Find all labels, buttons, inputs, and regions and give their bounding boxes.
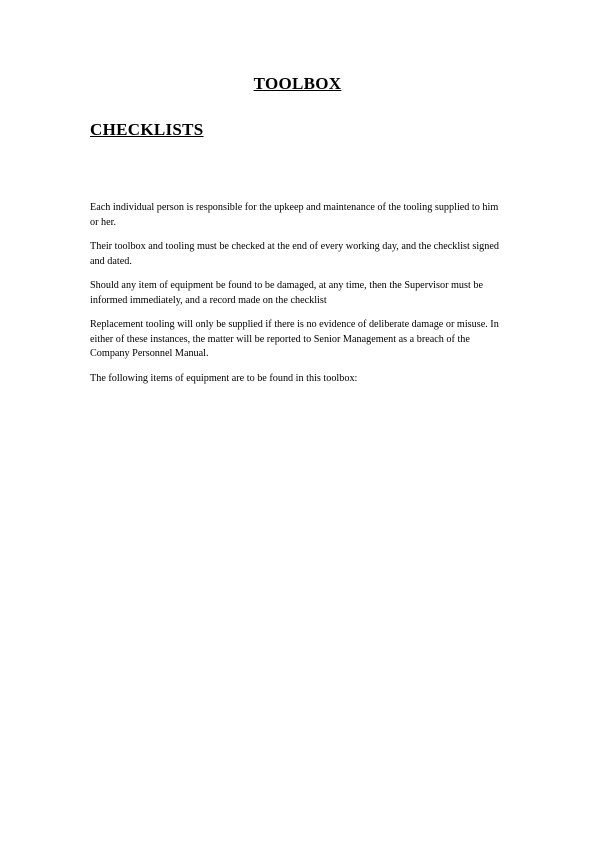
paragraph-daily-check: Their toolbox and tooling must be checked at the end of every working day, and the checklist signed and dated. — [90, 241, 499, 267]
paragraph-equipment-intro: The following items of equipment are to be found in this toolbox: — [90, 372, 358, 384]
paragraph-responsibility: Each individual person is responsible for the upkeep and maintenance of the tooling supplied to him or her. — [90, 202, 499, 228]
document-title: TOOLBOX — [253, 74, 342, 93]
body-text — [90, 201, 500, 396]
paragraph-replacement-policy: Replacement tooling will only be supplied if there is no evidence of deliberate damage or misuse. In either of these instances, the matter will be reported to Senior Management as a breach of the Company Personnel Manual. — [90, 319, 499, 359]
section-heading: CHECKLISTS — [90, 120, 204, 139]
paragraph-damage-report: Should any item of equipment be found to be damaged, at any time, then the Supervisor must be informed immediately, and a record made on the checklist — [90, 280, 483, 306]
